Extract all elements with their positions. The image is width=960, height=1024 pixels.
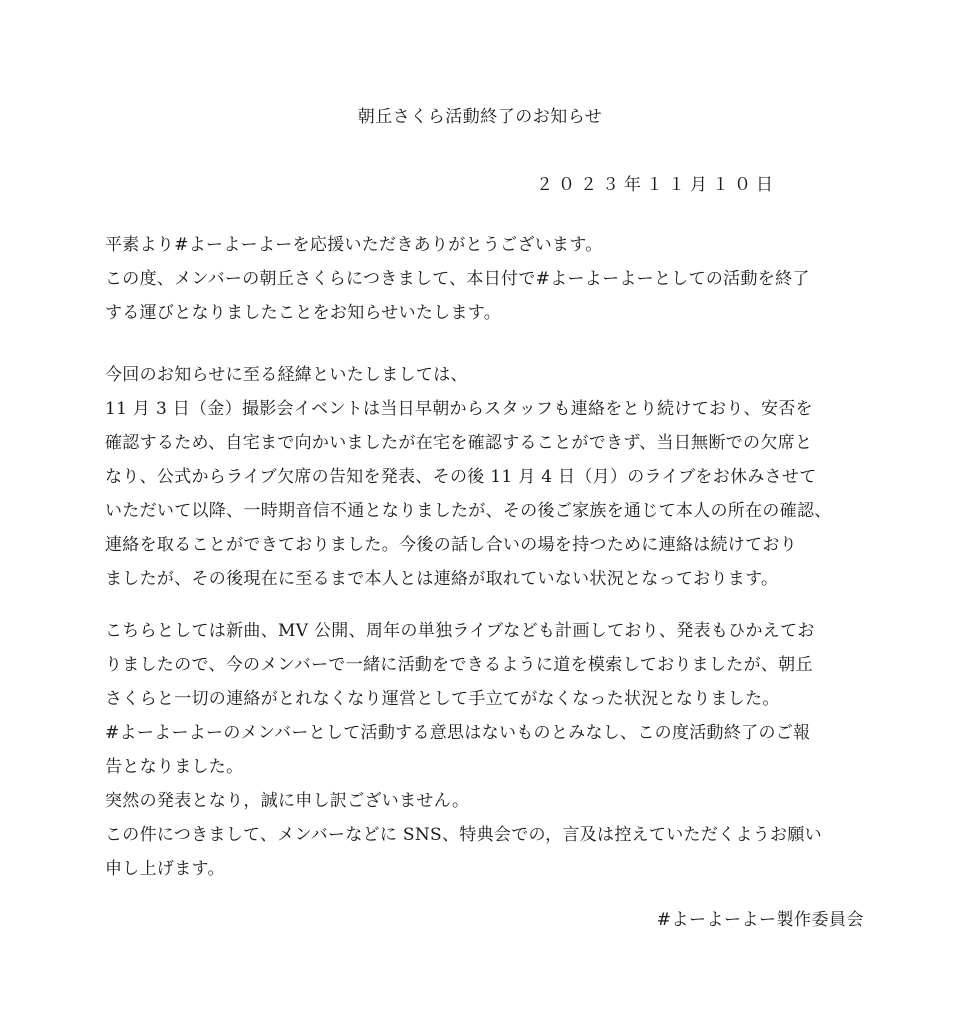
text-line: 突然の発表となり，誠に申し訳ございません。 — [105, 791, 470, 811]
text-line: 確認するため、自宅まで向かいましたが在宅を確認することができず、当日無断での欠席と — [105, 433, 813, 453]
text-line: 11 月 3 日（金）撮影会イベントは当日早朝からスタッフも連絡をとり続けており、安否を — [105, 399, 813, 419]
text-line: なり、公式からライブ欠席の告知を発表、その後 11 月 4 日（月）のライブをお休みさせて — [105, 467, 817, 487]
text-line: #よーよーよーのメンバーとして活動する意思はないものとみなし、この度活動終了のご報 — [105, 723, 811, 743]
text-line: さくらと一切の連絡がとれなくなり運営として手立てがなくなった状況となりました。 — [105, 689, 780, 709]
signature: #よーよーよー製作委員会 — [656, 910, 864, 930]
text-line: 連絡を取ることができておりました。今後の話し合いの場を持つために連絡は続けており — [105, 535, 797, 555]
text-line: いただいて以降、一時期音信不通となりましたが、その後ご家族を通じて本人の所在の確認、 — [105, 501, 832, 521]
paragraph-greeting — [105, 228, 865, 330]
text-line: りましたので、今のメンバーで一緒に活動をできるように道を模索しておりましたが、朝丘 — [105, 655, 813, 675]
text-line: 申し上げます。 — [105, 859, 225, 879]
text-line: 平素より#よーよーよーを応援いただきありがとうございます。 — [105, 235, 603, 255]
paragraph-conclusion — [105, 614, 865, 886]
text-line: この件につきまして、メンバーなどに SNS、特典会での，言及は控えていただくようお願い — [105, 825, 822, 845]
paragraph-background — [105, 358, 865, 596]
text-line: 今回のお知らせに至る経緯といたしましては、 — [105, 365, 468, 385]
text-line: 告となりました。 — [105, 757, 244, 777]
text-line: ましたが、その後現在に至るまで本人とは連絡が取れていない状況となっております。 — [105, 569, 779, 589]
text-line: する運びとなりましたことをお知らせいたします。 — [105, 303, 502, 323]
document-date: ２０２３年１１月１０日 — [536, 175, 778, 195]
text-line: この度、メンバーの朝丘さくらにつきまして、本日付で#よーよーよーとしての活動を終了 — [105, 269, 810, 289]
document-title: 朝丘さくら活動終了のお知らせ — [357, 107, 603, 127]
text-line: こちらとしては新曲、MV 公開、周年の単独ライブなども計画しており、発表もひかえてお — [105, 621, 815, 641]
